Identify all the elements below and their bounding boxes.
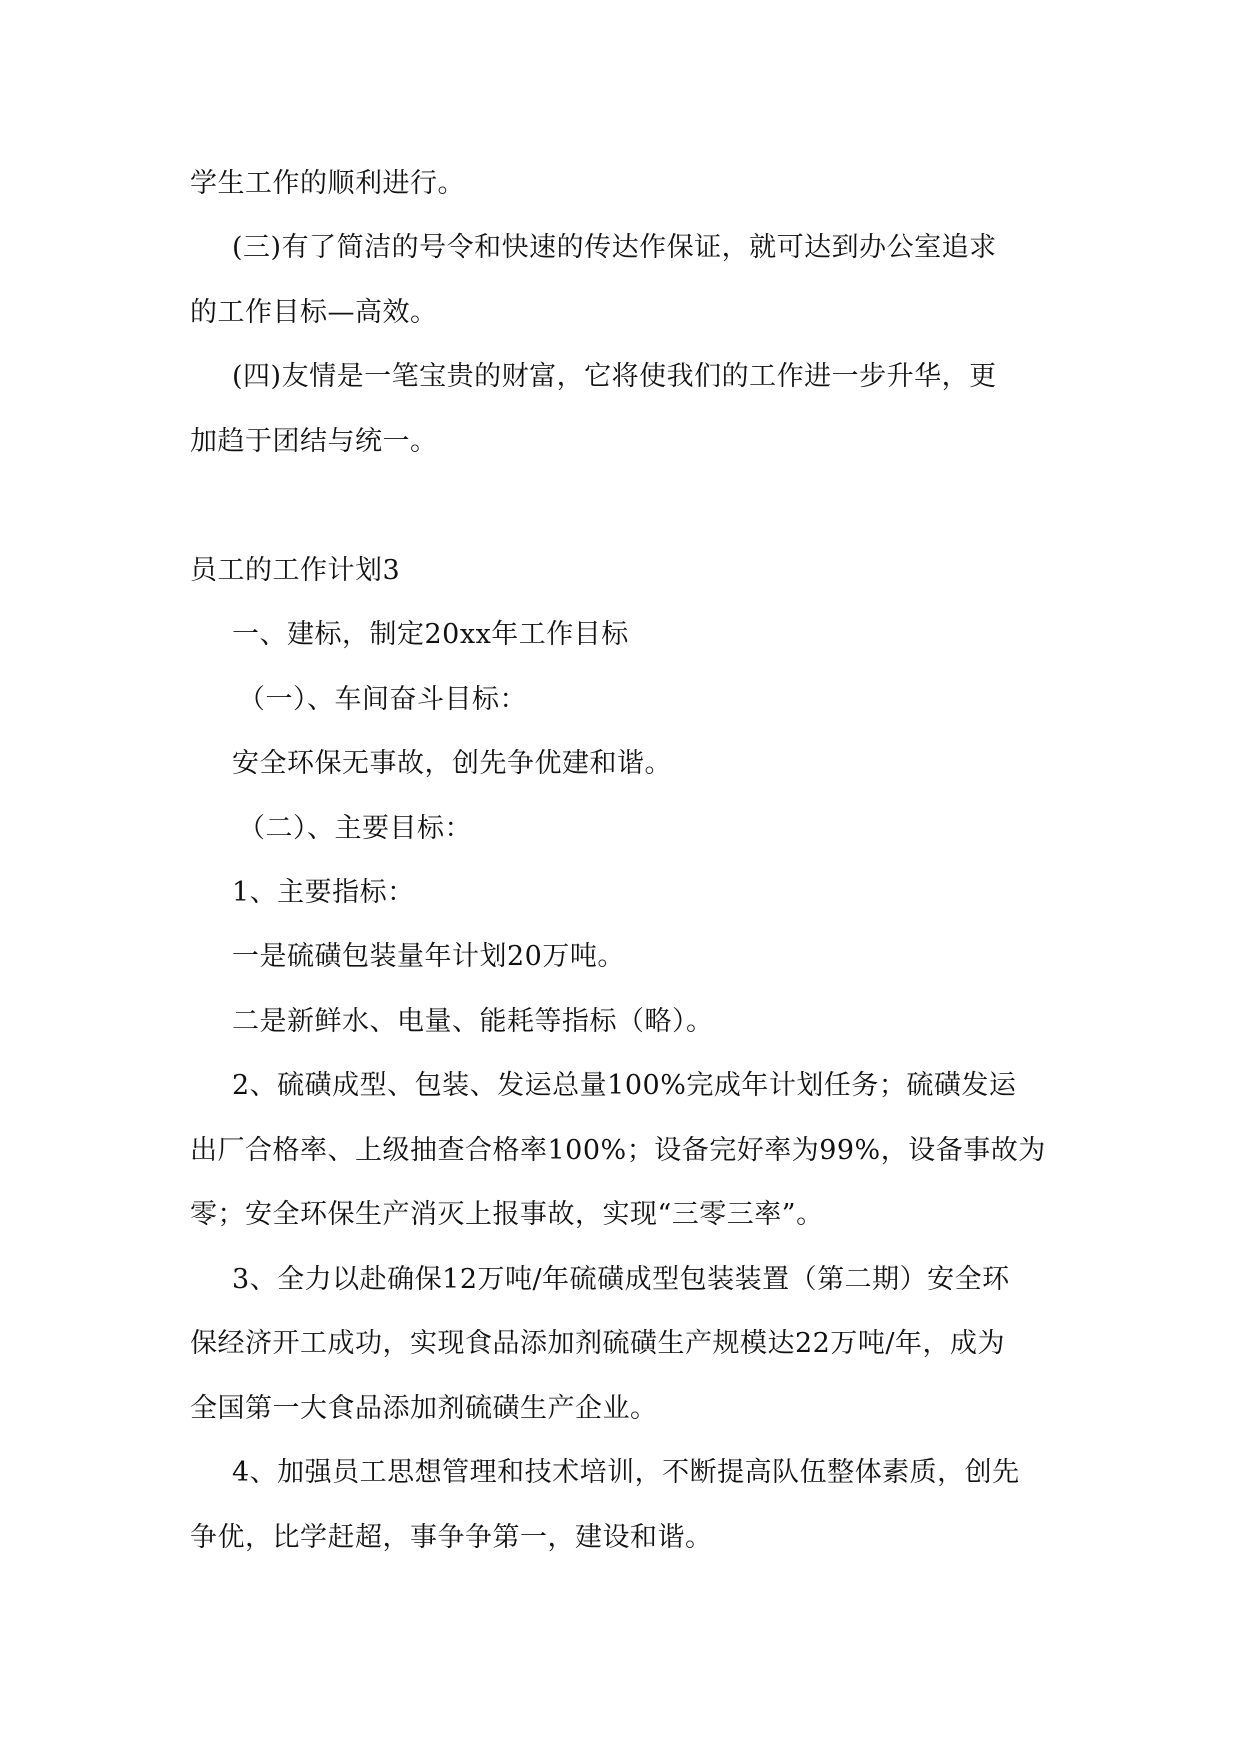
text-line: 安全环保无事故，创先争优建和谐。 [232,748,672,779]
text-line: 一是硫磺包装量年计划20万吨。 [232,941,625,972]
text-line: 3、全力以赴确保12万吨/年硫磺成型包装装置（第二期）安全环 [232,1264,1010,1295]
text-line: （二）、主要目标： [238,813,472,844]
text-line: 全国第一大食品添加剂硫磺生产企业。 [190,1393,658,1424]
text-line: 保经济开工成功，实现食品添加剂硫磺生产规模达22万吨/年，成为 [190,1328,1005,1359]
text-line: 一、建标，制定20xx年工作目标 [232,619,629,650]
text-line: (三)有了简洁的号令和快速的传达作保证，就可达到办公室追求 [232,232,997,263]
text-line: 出厂合格率、上级抽查合格率100%；设备完好率为99%，设备事故为 [190,1135,1046,1166]
section-heading: 员工的工作计划3 [190,555,401,586]
text-line: 二是新鲜水、电量、能耗等指标（略）。 [232,1006,714,1037]
text-line: 的工作目标—高效。 [190,297,438,328]
text-line: 零；安全环保生产消灭上报事故，实现“三零三率”。 [190,1199,824,1230]
text-line: 争优，比学赶超，事争争第一，建设和谐。 [190,1522,713,1553]
text-line: 2、硫磺成型、包装、发运总量100%完成年计划任务；硫磺发运 [232,1070,1017,1101]
text-line: 1、主要指标： [232,877,415,908]
text-line: 学生工作的顺利进行。 [190,168,465,199]
text-line: （一）、车间奋斗目标： [238,684,527,715]
text-line: 加趋于团结与统一。 [190,426,438,457]
text-line: 4、加强员工思想管理和技术培训，不断提高队伍整体素质，创先 [232,1457,1020,1488]
text-line: (四)友情是一笔宝贵的财富，它将使我们的工作进一步升华，更 [232,361,997,392]
